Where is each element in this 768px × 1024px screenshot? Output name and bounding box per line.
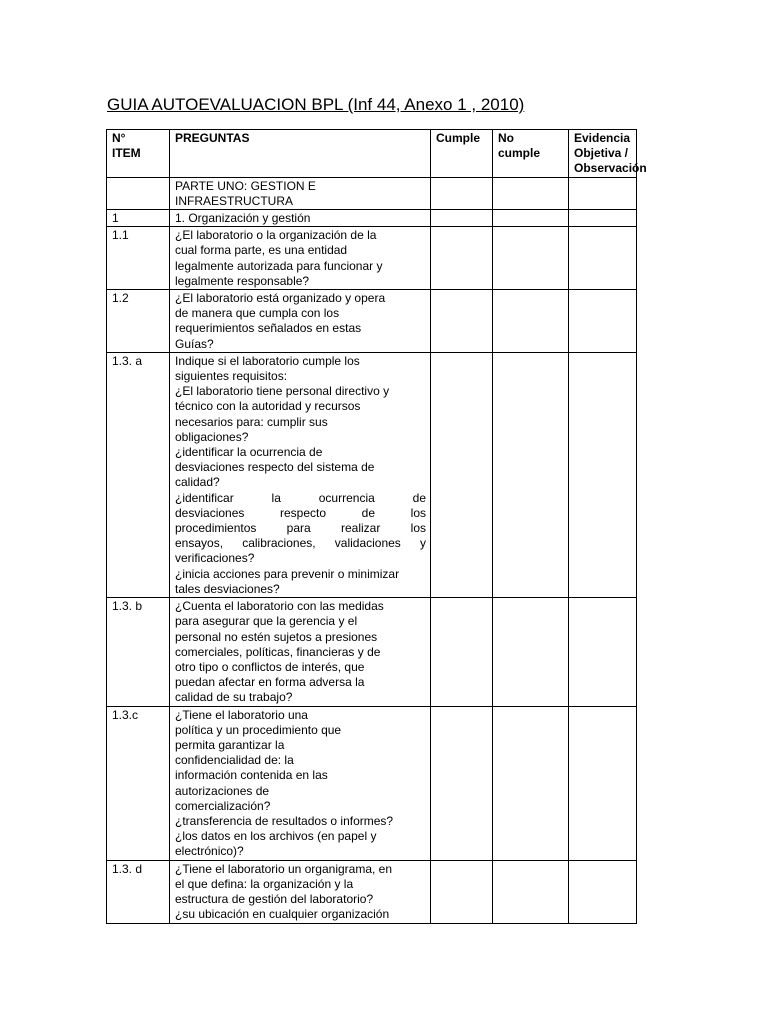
table-row xyxy=(107,227,637,290)
not-complies-cell[interactable] xyxy=(493,352,569,597)
question-text xyxy=(170,860,431,923)
item-number: 1.3. b xyxy=(107,598,170,706)
complies-cell[interactable] xyxy=(431,177,493,209)
question-line: ¿Cuenta el laboratorio con las medidas xyxy=(175,599,384,614)
question-line: de manera que cumpla con los xyxy=(175,306,340,321)
header-evidence-line: Observación xyxy=(574,161,647,176)
section-label-line: PARTE UNO: GESTION E xyxy=(175,178,316,193)
document-title: GUIA AUTOEVALUACION BPL (Inf 44, Anexo 1 , 2010) xyxy=(107,95,525,114)
question-line: para asegurar que la gerencia y el xyxy=(175,614,358,629)
question-line: Indique si el laboratorio cumple los xyxy=(175,353,360,368)
question-line: comerciales, políticas, financieras y de xyxy=(175,644,381,659)
subsection-item: 1 xyxy=(107,210,170,227)
question-line: verificaciones? xyxy=(175,551,255,566)
question-line: legalmente autorizada para funcionar y xyxy=(175,258,383,273)
not-complies-cell[interactable] xyxy=(493,598,569,706)
question-text xyxy=(170,706,431,860)
question-line: cual forma parte, es una entidad xyxy=(175,243,348,258)
header-evidence-line: Objetiva / xyxy=(574,146,629,161)
question-line: electrónico)? xyxy=(175,844,244,859)
evidence-cell[interactable] xyxy=(569,598,637,706)
evidence-cell[interactable] xyxy=(569,177,637,209)
question-line: ¿El laboratorio tiene personal directivo y xyxy=(175,384,390,399)
self-assessment-table xyxy=(106,129,647,924)
table-row xyxy=(107,598,637,706)
section-label xyxy=(170,177,431,209)
table-row xyxy=(107,290,637,353)
question-line: ¿transferencia de resultados o informes? xyxy=(175,813,394,828)
evidence-cell[interactable] xyxy=(569,290,637,353)
question-line: calidad? xyxy=(175,475,220,490)
question-line: información contenida en las xyxy=(175,768,328,783)
item-number: 1.3.c xyxy=(107,706,170,860)
complies-cell[interactable] xyxy=(431,352,493,597)
header-item xyxy=(107,130,170,178)
question-line: comercialización? xyxy=(175,798,271,813)
header-not-complies-line: No xyxy=(498,131,514,145)
not-complies-cell[interactable] xyxy=(493,860,569,923)
header-evidence xyxy=(569,130,647,178)
question-line: ¿El laboratorio está organizado y opera xyxy=(175,291,386,306)
question-text xyxy=(170,290,431,353)
complies-cell[interactable] xyxy=(431,860,493,923)
evidence-cell[interactable] xyxy=(569,210,637,227)
question-line: calidad de su trabajo? xyxy=(175,690,293,705)
header-complies: Cumple xyxy=(431,130,493,178)
complies-cell[interactable] xyxy=(431,598,493,706)
not-complies-cell[interactable] xyxy=(493,227,569,290)
question-text xyxy=(170,352,431,597)
question-line: otro tipo o conflictos de interés, que xyxy=(175,659,365,674)
question-line: ¿El laboratorio o la organización de la xyxy=(175,228,377,243)
question-line: siguientes requisitos: xyxy=(175,369,288,384)
table-header-row xyxy=(107,130,637,178)
evidence-cell[interactable] xyxy=(569,227,637,290)
evidence-cell[interactable] xyxy=(569,706,637,860)
not-complies-cell[interactable] xyxy=(493,290,569,353)
item-number: 1.2 xyxy=(107,290,170,353)
complies-cell[interactable] xyxy=(431,290,493,353)
section-item-cell xyxy=(107,177,170,209)
header-not-complies-line: cumple xyxy=(498,146,541,161)
item-number: 1.1 xyxy=(107,227,170,290)
not-complies-cell[interactable] xyxy=(493,210,569,227)
question-line: tales desviaciones? xyxy=(175,581,280,596)
question-line: estructura de gestión del laboratorio? xyxy=(175,891,374,906)
question-text xyxy=(170,227,431,290)
complies-cell[interactable] xyxy=(431,706,493,860)
item-number: 1.3. a xyxy=(107,352,170,597)
section-label-line: INFRAESTRUCTURA xyxy=(175,193,294,208)
question-line: ¿los datos en los archivos (en papel y xyxy=(175,829,377,844)
header-not-complies xyxy=(493,130,569,178)
question-line: autorizaciones de xyxy=(175,783,270,798)
table-row xyxy=(107,860,637,923)
question-line: confidencialidad de: la xyxy=(175,753,294,768)
question-line: el que defina: la organización y la xyxy=(175,876,354,891)
header-item-line: N° xyxy=(112,131,126,145)
subsection-row xyxy=(107,210,637,227)
question-line: permita garantizar la xyxy=(175,737,285,752)
question-line: desviaciones respecto de los xyxy=(175,505,426,520)
question-line: legalmente responsable? xyxy=(175,273,310,288)
question-line: política y un procedimiento que xyxy=(175,722,342,737)
question-line: personal no estén sujetos a presiones xyxy=(175,629,378,644)
section-row xyxy=(107,177,637,209)
question-line: ¿identificar la ocurrencia de xyxy=(175,445,323,460)
question-line: ¿identificar la ocurrencia de xyxy=(175,490,426,505)
question-line: ensayos, calibraciones, validaciones y xyxy=(175,536,426,551)
question-line: procedimientos para realizar los xyxy=(175,521,426,536)
question-line: desviaciones respecto del sistema de xyxy=(175,460,375,475)
header-item-line: ITEM xyxy=(112,146,141,161)
not-complies-cell[interactable] xyxy=(493,706,569,860)
header-questions: PREGUNTAS xyxy=(170,130,431,178)
question-line: ¿Tiene el laboratorio un organigrama, en xyxy=(175,861,393,876)
question-line: necesarios para: cumplir sus xyxy=(175,414,328,429)
header-evidence-line: Evidencia xyxy=(574,131,631,145)
subsection-label: 1. Organización y gestión xyxy=(170,210,431,227)
question-line: técnico con la autoridad y recursos xyxy=(175,399,361,414)
table-row xyxy=(107,706,637,860)
question-text xyxy=(170,598,431,706)
evidence-cell[interactable] xyxy=(569,860,637,923)
question-line: ¿Tiene el laboratorio una xyxy=(175,707,308,722)
question-line: ¿inicia acciones para prevenir o minimizar xyxy=(175,566,400,581)
question-line: obligaciones? xyxy=(175,429,249,444)
question-line: puedan afectar en forma adversa la xyxy=(175,675,365,690)
item-number: 1.3. d xyxy=(107,860,170,923)
table-row xyxy=(107,352,637,597)
complies-cell[interactable] xyxy=(431,227,493,290)
evidence-cell[interactable] xyxy=(569,352,637,597)
question-line: requerimientos señalados en estas xyxy=(175,321,362,336)
not-complies-cell[interactable] xyxy=(493,177,569,209)
question-line: Guías? xyxy=(175,336,214,351)
complies-cell[interactable] xyxy=(431,210,493,227)
question-line: ¿su ubicación en cualquier organización xyxy=(175,907,390,922)
